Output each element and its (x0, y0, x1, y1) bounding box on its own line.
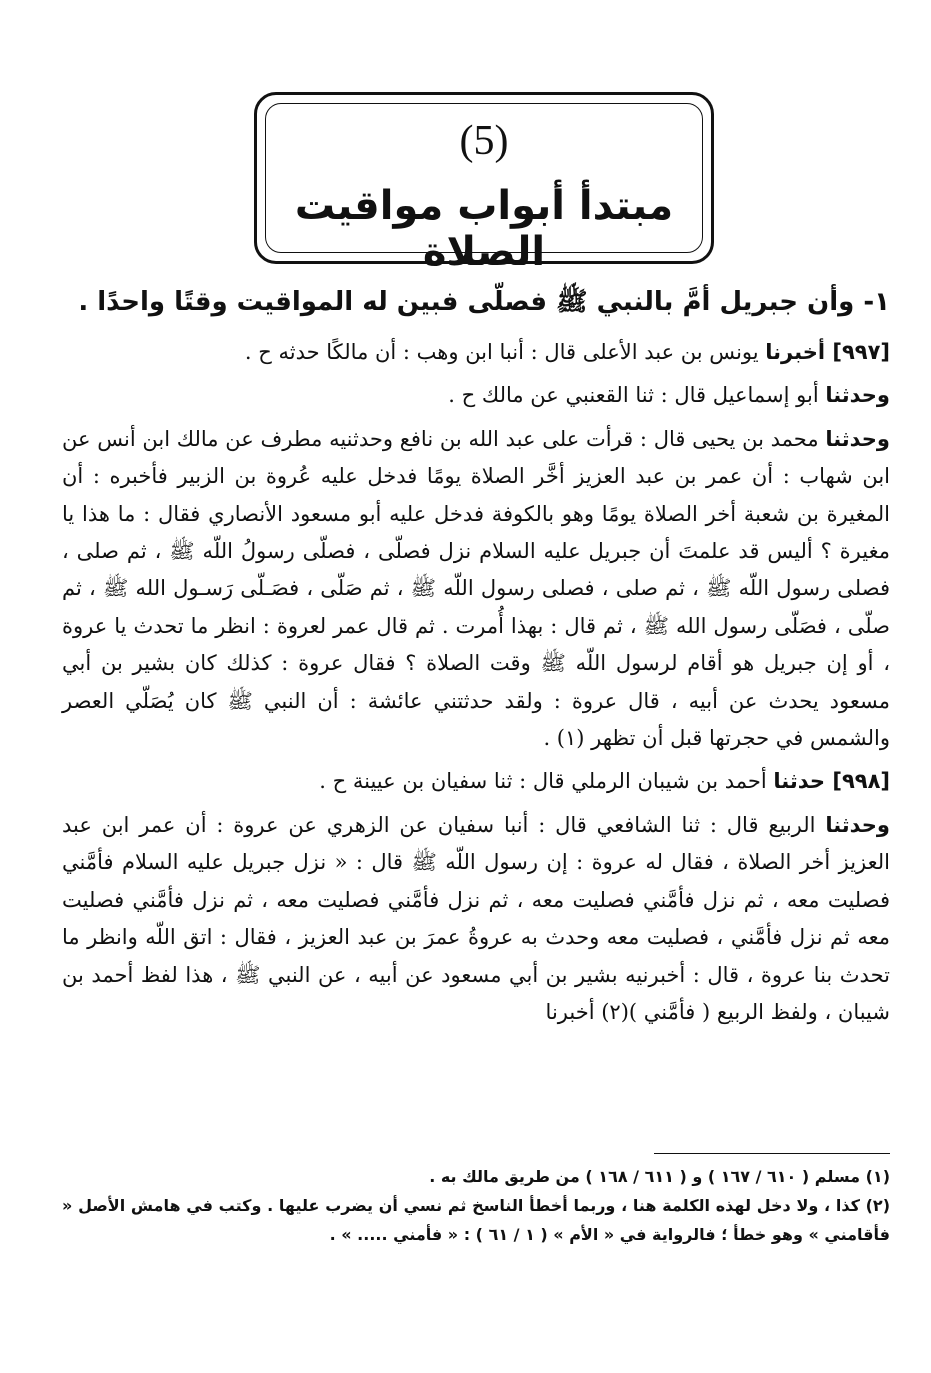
chapter-title: مبتدأ أبواب مواقيت الصلاة (294, 183, 674, 275)
footnotes (62, 1162, 890, 1249)
paragraph-text: محمد بن يحيى قال : قرأت على عبد الله بن نافع وحدثنيه مطرف عن مالك ابن أنس عن ابن شهاب : أن عمر بن عبد العزيز أخَّر الصلاة يومًا فدخل عليه عُروة بن الزبير فأخبره : أن المغيرة بن شعبة أخر الصلاة يومًا وهو بالكوفة فدخل عليه أبو مسعود الأنصاري فقال : ما هذا يا مغيرة ؟ أليس قد علمتَ أن جبريل عليه السلام نزل فصلّى ، فصلّى رسولُ اللّه ﷺ ، ثم صلى ، فصلى رسول اللّه ﷺ ، ثم صلى ، فصلى رسول اللّه ﷺ ، ثم صَلّى ، فصَـلّى رَسـول الله ﷺ ، ثم صلّى ، فصَلّى رسول الله ﷺ ، ثم قال : بهذا أُمرت . ثم قال عمر لعروة : انظر ما تحدث يا عروة ، أو إن جبريل هو أقام لرسول اللّه ﷺ وقت الصلاة ؟ فقال عروة : كذلك كان بشير بن أبي مسعود يحدث عن أبيه ، قال عروة : ولقد حدثتني عائشة : أن النبي ﷺ كان يُصَلّي العصر والشمس في حجرتها قبل أن تظهر (١) . (62, 426, 891, 751)
footnote-separator (654, 1153, 890, 1154)
paragraph-lead: وحدثنا (825, 426, 890, 451)
paragraph-998-a (62, 763, 890, 800)
chapter-number: (5) (459, 118, 509, 164)
paragraph-text: أبو إسماعيل قال : ثنا القعنبي عن مالك ح . (448, 383, 826, 408)
paragraph-lead: وحدثنا (825, 383, 890, 408)
paragraph-text: أحمد بن شيبان الرملي قال : ثنا سفيان بن عيينة ح . (319, 769, 774, 794)
paragraph-text: الربيع قال : ثنا الشافعي قال : أنبا سفيان عن الزهري عن عروة : أن عمر ابن عبد العزيز أخر الصلاة ، فقال له عروة : إن رسول اللّه ﷺ قال : « نزل جبريل عليه السلام فأمَّني فصليت معه ، ثم نزل فأمَّني فصليت معه ، ثم نزل فأمَّني فصليت معه ، ثم نزل فأمَّني فصليت معه ثم نزل فأمَّني ، فصليت معه وحدث به عروةُ عمرَ بن عبد العزيز ، فقال : اتق اللّه وانظر ما تحدث بنا عروة ، قال : أخبرنيه بشير بن أبي مسعود عن أبيه ، عن النبي ﷺ ، هذا لفظ أحمد بن شيبان ، ولفظ الربيع ( فأمَّني )(٢) أخبرنا (62, 812, 890, 1024)
paragraph-997-a (62, 334, 890, 371)
section-heading: ١- وأن جبريل أمَّ بالنبي ﷺ فصلّى فبين له المواقيت وقتًا واحدًا . (78, 287, 890, 317)
main-text (62, 282, 890, 1037)
paragraph-997-c (62, 421, 890, 758)
paragraph-998-b (62, 807, 890, 1031)
chapter-title-frame (254, 92, 714, 275)
paragraph-lead: [٩٩٧] أخبرنا (765, 340, 890, 364)
footnote-2: (٢) كذا ، ولا دخل لهذه الكلمة هنا ، وربما أخطأ الناسخ ثم نسي أن يضرب عليها . وكتب في هامش الأصل « فأقامني » وهو خطأ ؛ فالرواية في « الأم » ( ١ / ٦١ ) : « فأمني ..... » . (62, 1196, 890, 1244)
paragraph-lead: وحدثنا (825, 812, 890, 837)
paragraph-lead: [٩٩٨] حدثنا (773, 769, 890, 794)
paragraph-997-b (62, 377, 890, 414)
paragraph-text: يونس بن عبد الأعلى قال : أنبا ابن وهب : أن مالكًا حدثه ح . (244, 340, 766, 364)
footnote-1: (١) مسلم ( ٦١٠ / ١٦٧ ) و ( ٦١١ / ١٦٨ ) من طريق مالك به . (429, 1167, 890, 1186)
